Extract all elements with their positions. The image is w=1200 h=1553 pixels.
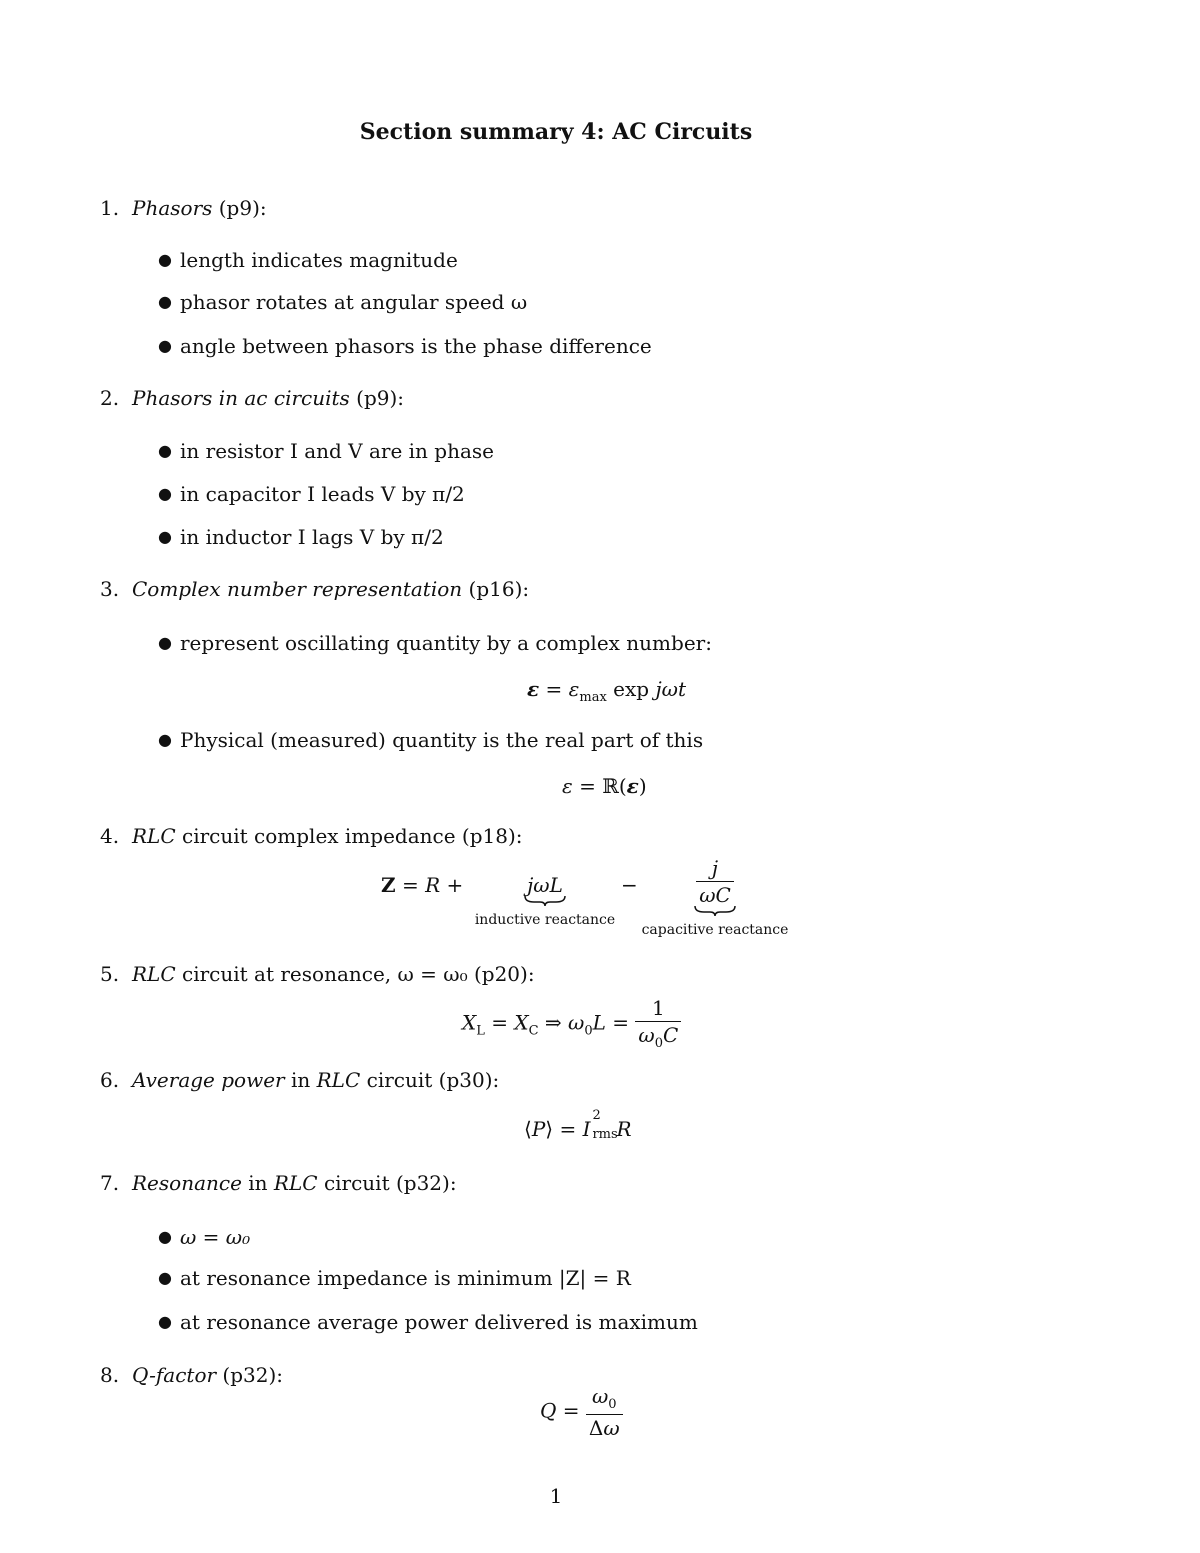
equation-complex-emf: $\varepsilon = \varepsilon_{max}$ exp jωt — [527, 677, 686, 705]
list-item: ● Physical (measured) quantity is the real part of this — [158, 728, 704, 752]
minus-sign: − — [621, 873, 638, 897]
list-item: ● length indicates magnitude — [158, 248, 458, 272]
section-3-heading: 3. Complex number representation (p16): — [100, 577, 530, 601]
section-4-heading: 4. RLC circuit complex impedance (p18): — [100, 824, 523, 848]
list-item: ● angle between phasors is the phase difference — [158, 334, 652, 358]
bullet-icon: ● — [158, 1268, 172, 1287]
bullet-icon: ● — [158, 730, 172, 749]
bullet-icon: ● — [158, 336, 172, 355]
equation-capacitive-term: $\frac{j}{\omega C}$ capacitive reactance — [641, 856, 789, 938]
bullet-icon: ● — [158, 1312, 172, 1331]
list-item: ● in capacitor I leads V by π/2 — [158, 482, 465, 506]
section-2-heading: 2. Phasors in ac circuits (p9): — [100, 386, 405, 410]
list-item: ● at resonance average power delivered is maximum — [158, 1310, 698, 1334]
equation-average-power: ⟨P⟩ = I 2 rms R — [524, 1108, 632, 1142]
equation-impedance: Z = R + — [381, 873, 464, 897]
list-item: ● in inductor I lags V by π/2 — [158, 525, 444, 549]
section-8-heading: 8. Q-factor (p32): — [100, 1363, 284, 1387]
list-item: ● at resonance impedance is minimum |Z| = R — [158, 1266, 631, 1290]
list-item: ● phasor rotates at angular speed ω — [158, 290, 528, 314]
bullet-icon: ● — [158, 527, 172, 546]
section-5-heading: 5. RLC circuit at resonance, ω = ω₀ (p20): — [100, 962, 535, 986]
bullet-icon: ● — [158, 441, 172, 460]
section-6-heading: 6. Average power in RLC circuit (p30): — [100, 1068, 500, 1092]
equation-inductive-term: jωL inductive reactance — [470, 875, 620, 927]
bullet-icon: ● — [158, 1227, 172, 1246]
bullet-icon: ● — [158, 484, 172, 503]
list-item: ● in resistor I and V are in phase — [158, 439, 494, 463]
equation-q-factor: Q = $\frac{\omega_0}{\Delta\omega}$ — [540, 1386, 623, 1438]
bullet-icon: ● — [158, 292, 172, 311]
page-number: 1 — [549, 1484, 563, 1508]
bullet-icon: ● — [158, 633, 172, 652]
section-7-heading: 7. Resonance in RLC circuit (p32): — [100, 1171, 457, 1195]
equation-resonance: $X_L = X_C$ ⇒ $\omega_0L$ = $\frac{1}{\omega_0C}$ — [462, 998, 681, 1050]
list-item: ● represent oscillating quantity by a complex number: — [158, 631, 712, 655]
equation-real-part: ε = ℝ(ε) — [562, 774, 647, 798]
page-title: Section summary 4: AC Circuits — [359, 119, 753, 145]
bullet-icon: ● — [158, 250, 172, 269]
underbrace-icon — [470, 895, 620, 907]
section-1-heading: 1. Phasors (p9): — [100, 196, 267, 220]
list-item: ● ω = ω₀ — [158, 1225, 251, 1249]
